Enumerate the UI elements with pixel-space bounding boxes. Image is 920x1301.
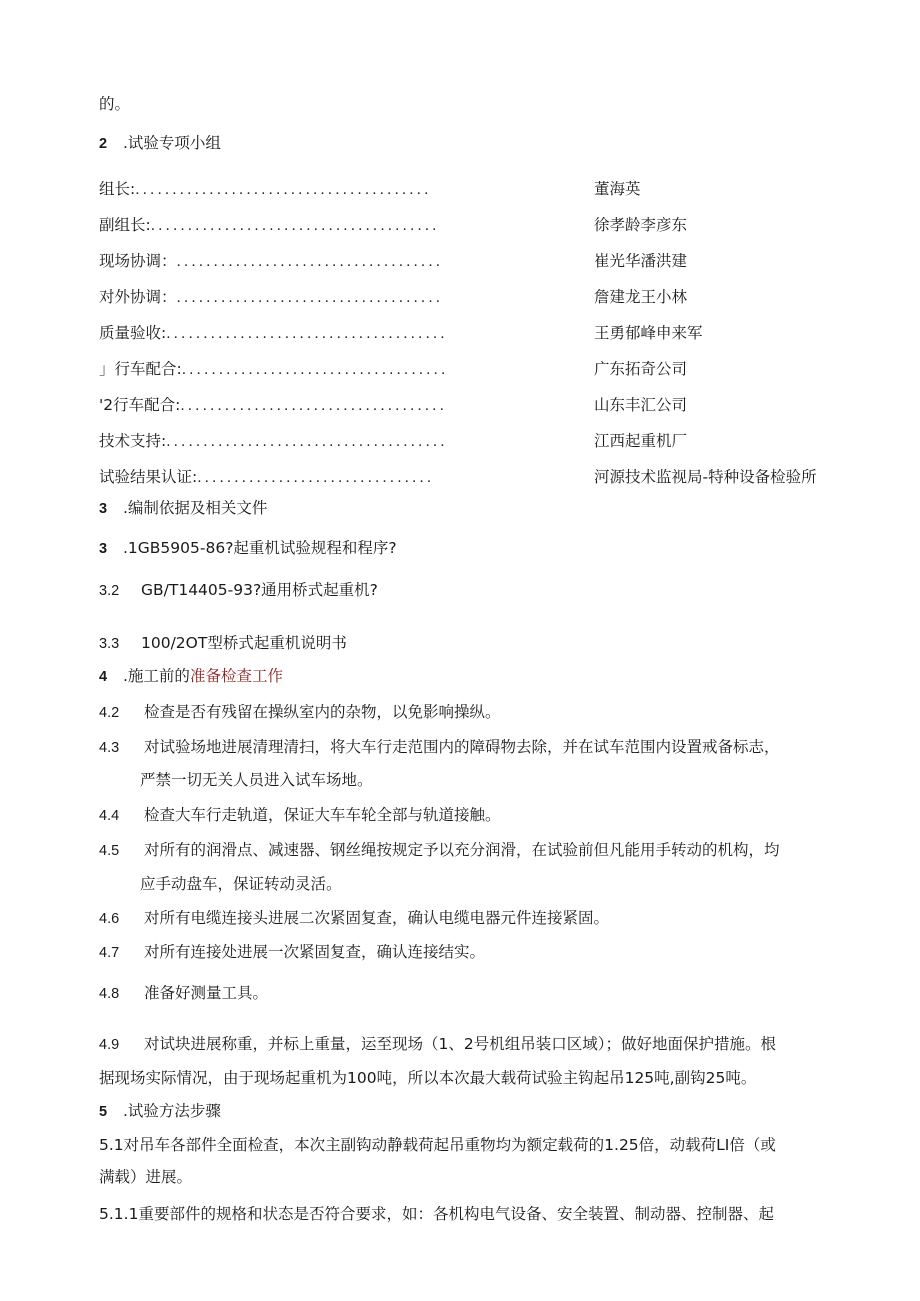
leader-dots: .................................... bbox=[180, 397, 447, 414]
item-text: 对所有电缆连接头进展二次紧固复查，确认电缆电器元件连接紧固。 bbox=[144, 909, 610, 927]
team-names: 江西起重机厂 bbox=[594, 432, 688, 450]
team-row bbox=[99, 466, 899, 489]
section-title: .施工前的 bbox=[123, 667, 190, 685]
prep-item bbox=[99, 982, 268, 1005]
team-role: '2行车配合: bbox=[99, 396, 181, 414]
team-row bbox=[99, 430, 899, 453]
reference-number: 3.3 bbox=[99, 636, 120, 652]
item-number: 4.6 bbox=[99, 911, 120, 927]
reference-item bbox=[99, 579, 378, 602]
paragraph-5-1-cont: 满载）进展。 bbox=[99, 1168, 193, 1186]
leader-dots: .................................... bbox=[176, 289, 444, 306]
item-text: 检查是否有残留在操纵室内的杂物，以免影响操纵。 bbox=[144, 703, 501, 721]
item-continuation: 严禁一切无关人员进入试车场地。 bbox=[140, 771, 373, 789]
leader-dots: .................................... bbox=[176, 253, 444, 270]
item-continuation: 据现场实际情况，由于现场起重机为100吨，所以本次最大载荷试验主钩起吊125吨,副钩25吨。 bbox=[99, 1069, 757, 1087]
team-row bbox=[99, 286, 899, 309]
section-title: .编制依据及相关文件 bbox=[123, 499, 268, 517]
leader-dots: ................................ bbox=[197, 469, 435, 486]
item-text: 检查大车行走轨道，保证大车车轮全部与轨道接触。 bbox=[144, 806, 501, 824]
team-row bbox=[99, 214, 899, 237]
item-number: 4.2 bbox=[99, 705, 120, 721]
section-number: 5 bbox=[99, 1104, 108, 1120]
section-4-heading bbox=[99, 665, 283, 688]
team-names: 河源技术监视局-特种设备检验所 bbox=[594, 468, 817, 486]
team-names: 山东丰汇公司 bbox=[594, 396, 688, 414]
reference-number: 3.2 bbox=[99, 583, 120, 599]
item-number: 4.8 bbox=[99, 986, 120, 1002]
team-names: 广东拓奇公司 bbox=[594, 360, 688, 378]
item-continuation: 应手动盘车，保证转动灵活。 bbox=[140, 875, 342, 893]
team-role: 组长: bbox=[99, 180, 136, 198]
team-role: 副组长: bbox=[99, 216, 151, 234]
section-title: .试验专项小组 bbox=[123, 134, 221, 152]
section-2-heading bbox=[99, 132, 221, 155]
prep-item bbox=[99, 907, 609, 930]
team-names: 王勇郁峰申来军 bbox=[594, 324, 703, 342]
team-row bbox=[99, 394, 899, 417]
team-names: 徐孝龄李彦东 bbox=[594, 216, 688, 234]
item-text: 准备好测量工具。 bbox=[144, 984, 269, 1002]
item-text: 对所有的润滑点、减速器、钢丝绳按规定予以充分润滑，在试验前但凡能用手转动的机构，均 bbox=[144, 841, 780, 859]
team-role: 质量验收: bbox=[99, 324, 167, 342]
item-number: 4.4 bbox=[99, 808, 120, 824]
leader-dots: .................................... bbox=[181, 361, 449, 378]
item-number: 4.7 bbox=[99, 945, 120, 961]
prep-item bbox=[99, 839, 780, 862]
prep-item bbox=[99, 941, 485, 964]
team-names: 董海英 bbox=[594, 180, 641, 198]
reference-number: 3 bbox=[99, 541, 108, 557]
team-names: 崔光华潘洪建 bbox=[594, 252, 688, 270]
team-row bbox=[99, 358, 899, 381]
item-text: 对试验场地进展清理清扫，将大车行走范围内的障碍物去除，并在试车范围内设置戒备标志， bbox=[144, 738, 780, 756]
section-number: 3 bbox=[99, 501, 108, 517]
reference-item bbox=[99, 537, 397, 560]
item-number: 4.5 bbox=[99, 843, 120, 859]
item-text: 对所有连接处进展一次紧固复查，确认连接结实。 bbox=[144, 943, 486, 961]
intro-tail: 的。 bbox=[99, 95, 131, 113]
team-role: 技术支持: bbox=[99, 432, 167, 450]
reference-text: GB/T14405-93?通用桥式起重机? bbox=[141, 581, 378, 599]
item-number: 4.3 bbox=[99, 740, 120, 756]
section-3-heading bbox=[99, 497, 267, 520]
reference-text: 100/2OT型桥式起重机说明书 bbox=[141, 634, 347, 652]
prep-item bbox=[99, 1033, 776, 1056]
leader-dots: ...................................... bbox=[166, 325, 448, 342]
team-role: 试验结果认证: bbox=[99, 468, 198, 486]
paragraph-5-1: 5.1对吊车各部件全面检查，本次主副钩动静载荷起吊重物均为额定载荷的1.25倍，动载荷LI倍（或 bbox=[99, 1136, 776, 1154]
reference-text: .1GB5905-86?起重机试验规程和程序? bbox=[123, 539, 397, 557]
leader-dots: ...................................... bbox=[166, 433, 448, 450]
team-row bbox=[99, 322, 899, 345]
prep-item bbox=[99, 804, 501, 827]
team-row bbox=[99, 250, 899, 273]
item-number: 4.9 bbox=[99, 1037, 120, 1053]
team-role: 」行车配合: bbox=[99, 360, 182, 378]
team-role: 现场协调： bbox=[99, 252, 177, 270]
section-5-heading bbox=[99, 1100, 221, 1123]
leader-dots: ....................................... bbox=[150, 217, 440, 234]
team-names: 詹建龙王小林 bbox=[594, 288, 688, 306]
section-number: 4 bbox=[99, 669, 108, 685]
item-text: 对试块进展称重，并标上重量，运至现场（1、2号机组吊装口区域）；做好地面保护措施。根 bbox=[144, 1035, 776, 1053]
team-row bbox=[99, 178, 899, 201]
leader-dots: ........................................ bbox=[135, 181, 432, 198]
prep-item bbox=[99, 701, 501, 724]
prep-item bbox=[99, 736, 780, 759]
paragraph-5-1-1: 5.1.1重要部件的规格和状态是否符合要求，如：各机构电气设备、安全装置、制动器、控制器、起 bbox=[99, 1205, 774, 1223]
section-title-highlight: 准备检查工作 bbox=[189, 667, 283, 685]
section-title: .试验方法步骤 bbox=[123, 1102, 221, 1120]
section-number: 2 bbox=[99, 136, 108, 152]
reference-item bbox=[99, 632, 347, 655]
team-role: 对外协调： bbox=[99, 288, 177, 306]
